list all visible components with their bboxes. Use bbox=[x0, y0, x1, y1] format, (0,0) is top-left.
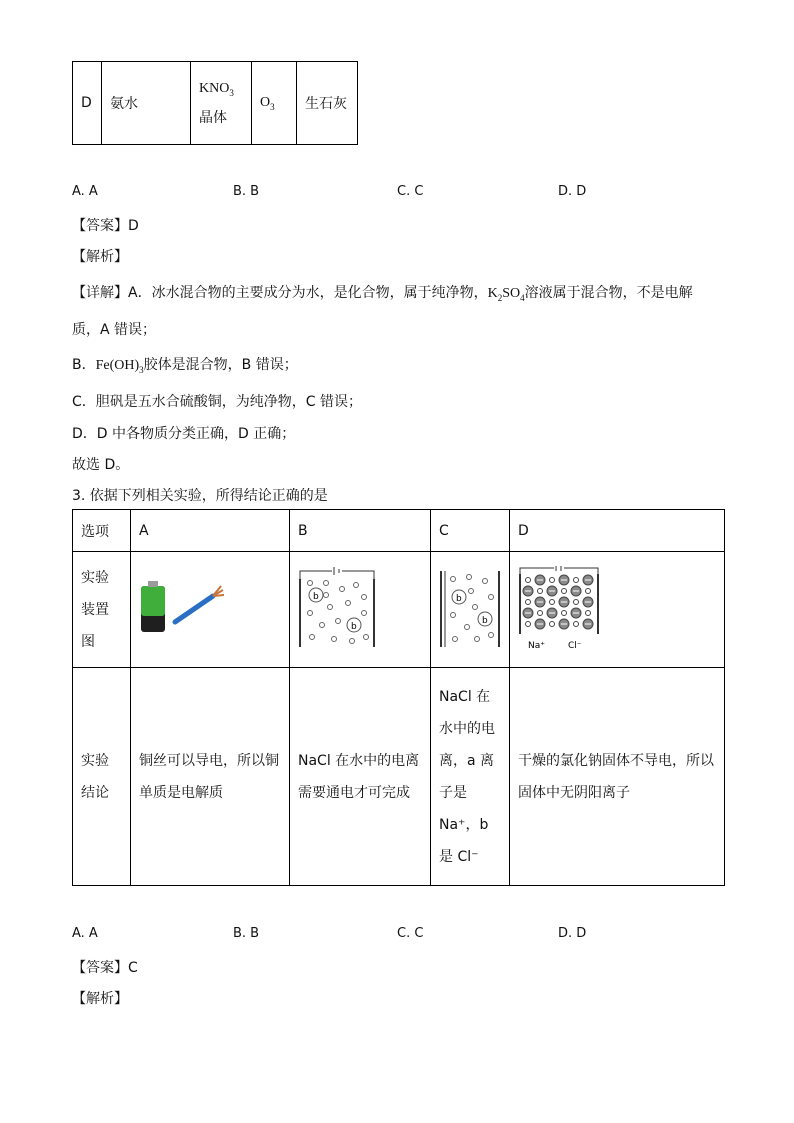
na-ion-label: Na⁺ bbox=[528, 640, 545, 650]
table-row bbox=[73, 510, 725, 552]
conclusion-a: 铜丝可以导电，所以铜 单质是电解质 bbox=[131, 668, 290, 886]
svg-text:b: b bbox=[351, 621, 357, 632]
nacl-solid-diagram bbox=[518, 566, 600, 650]
table-row bbox=[73, 668, 725, 886]
q2-detail-b: B．$Fe(OH)_3$胶体是混合物，B 错误； bbox=[72, 357, 298, 375]
cell-mixture: 氨水 bbox=[102, 62, 191, 145]
q2-detail-c: C．胆矾是五水合硫酸铜，为纯净物，C 错误； bbox=[72, 394, 362, 410]
wire bbox=[175, 596, 213, 622]
q3-answer: 【答案】C bbox=[72, 960, 138, 976]
q2-conclusion: 故选 D。 bbox=[72, 457, 130, 473]
q3-title: 3. 依据下列相关实验，所得结论正确的是 bbox=[72, 488, 328, 504]
sodium-ion bbox=[550, 577, 555, 582]
option-a: A. A bbox=[72, 926, 98, 941]
sodium-ion bbox=[574, 621, 579, 626]
q2-answer: 【答案】D bbox=[72, 218, 139, 234]
svg-text:b: b bbox=[482, 615, 488, 626]
sodium-ion bbox=[562, 610, 567, 615]
water-molecules bbox=[308, 580, 369, 643]
header-option: 选项 bbox=[73, 510, 131, 552]
option-c: C. C bbox=[397, 184, 424, 199]
table-row bbox=[73, 552, 725, 668]
header-a: A bbox=[131, 510, 290, 552]
classification-table bbox=[72, 61, 358, 145]
row-label: D bbox=[73, 62, 102, 145]
sodium-ion bbox=[586, 588, 591, 593]
apparatus-a bbox=[131, 552, 290, 668]
cl-ion-label: Cl⁻ bbox=[568, 640, 582, 650]
cell-o3: $O_3$ bbox=[252, 62, 297, 145]
option-d: D. D bbox=[558, 926, 587, 941]
battery-terminal bbox=[148, 581, 158, 587]
q2-detail-d: D．D 中各物质分类正确，D 正确； bbox=[72, 426, 296, 442]
sodium-ion bbox=[538, 610, 543, 615]
sodium-ion bbox=[550, 621, 555, 626]
option-b: B. B bbox=[233, 926, 260, 941]
q3-analysis-tag: 【解析】 bbox=[72, 991, 128, 1007]
battery-label bbox=[141, 586, 165, 616]
sodium-ion bbox=[562, 588, 567, 593]
sodium-ion bbox=[574, 577, 579, 582]
experiment-table bbox=[72, 509, 725, 886]
q2-analysis-tag: 【解析】 bbox=[72, 249, 128, 265]
apparatus-c bbox=[431, 552, 510, 668]
cell-quicklime: 生石灰 bbox=[297, 62, 358, 145]
apparatus-d bbox=[510, 552, 725, 668]
svg-text:b: b bbox=[313, 591, 319, 602]
q2-detail-a-cont: 质，A 错误； bbox=[72, 322, 157, 338]
sodium-ion bbox=[526, 621, 531, 626]
conclusion-c: NaCl 在 水中的电 离，a 离 子是 Na⁺，b 是 Cl⁻ bbox=[431, 668, 510, 886]
sodium-ion bbox=[574, 599, 579, 604]
water-molecules bbox=[451, 574, 494, 641]
sodium-ion bbox=[550, 599, 555, 604]
header-d: D bbox=[510, 510, 725, 552]
ion-lattice bbox=[523, 575, 593, 629]
row-label-apparatus: 实验 装置 图 bbox=[73, 552, 131, 668]
electrolysis-diagram-b bbox=[298, 567, 376, 649]
q2-detail-a: 【详解】A．冰水混合物的主要成分为水，是化合物，属于纯净物，$K_2SO_4$溶液属于混合物，不是电解 bbox=[72, 285, 693, 303]
sodium-ion bbox=[586, 610, 591, 615]
sodium-ion bbox=[538, 588, 543, 593]
conclusion-b: NaCl 在水中的电离 需要通电才可完成 bbox=[290, 668, 431, 886]
header-b: B bbox=[290, 510, 431, 552]
conclusion-d: 干燥的氯化钠固体不导电，所以 固体中无阴阳离子 bbox=[510, 668, 725, 886]
sodium-ion bbox=[526, 599, 531, 604]
q3-options bbox=[72, 926, 752, 948]
q2-options bbox=[72, 184, 752, 206]
option-a: A. A bbox=[72, 184, 98, 199]
option-d: D. D bbox=[558, 184, 587, 199]
header-c: C bbox=[431, 510, 510, 552]
cell-electrolyte: $KNO_3$ 晶体 bbox=[191, 62, 252, 145]
sodium-ion bbox=[526, 577, 531, 582]
option-c: C. C bbox=[397, 926, 424, 941]
apparatus-b bbox=[290, 552, 431, 668]
table-row bbox=[73, 62, 358, 145]
svg-text:b: b bbox=[456, 593, 462, 604]
row-label-conclusion: 实验 结论 bbox=[73, 668, 131, 886]
option-b: B. B bbox=[233, 184, 260, 199]
battery-wire-illustration bbox=[139, 578, 229, 638]
electrolysis-diagram-c bbox=[439, 567, 501, 649]
